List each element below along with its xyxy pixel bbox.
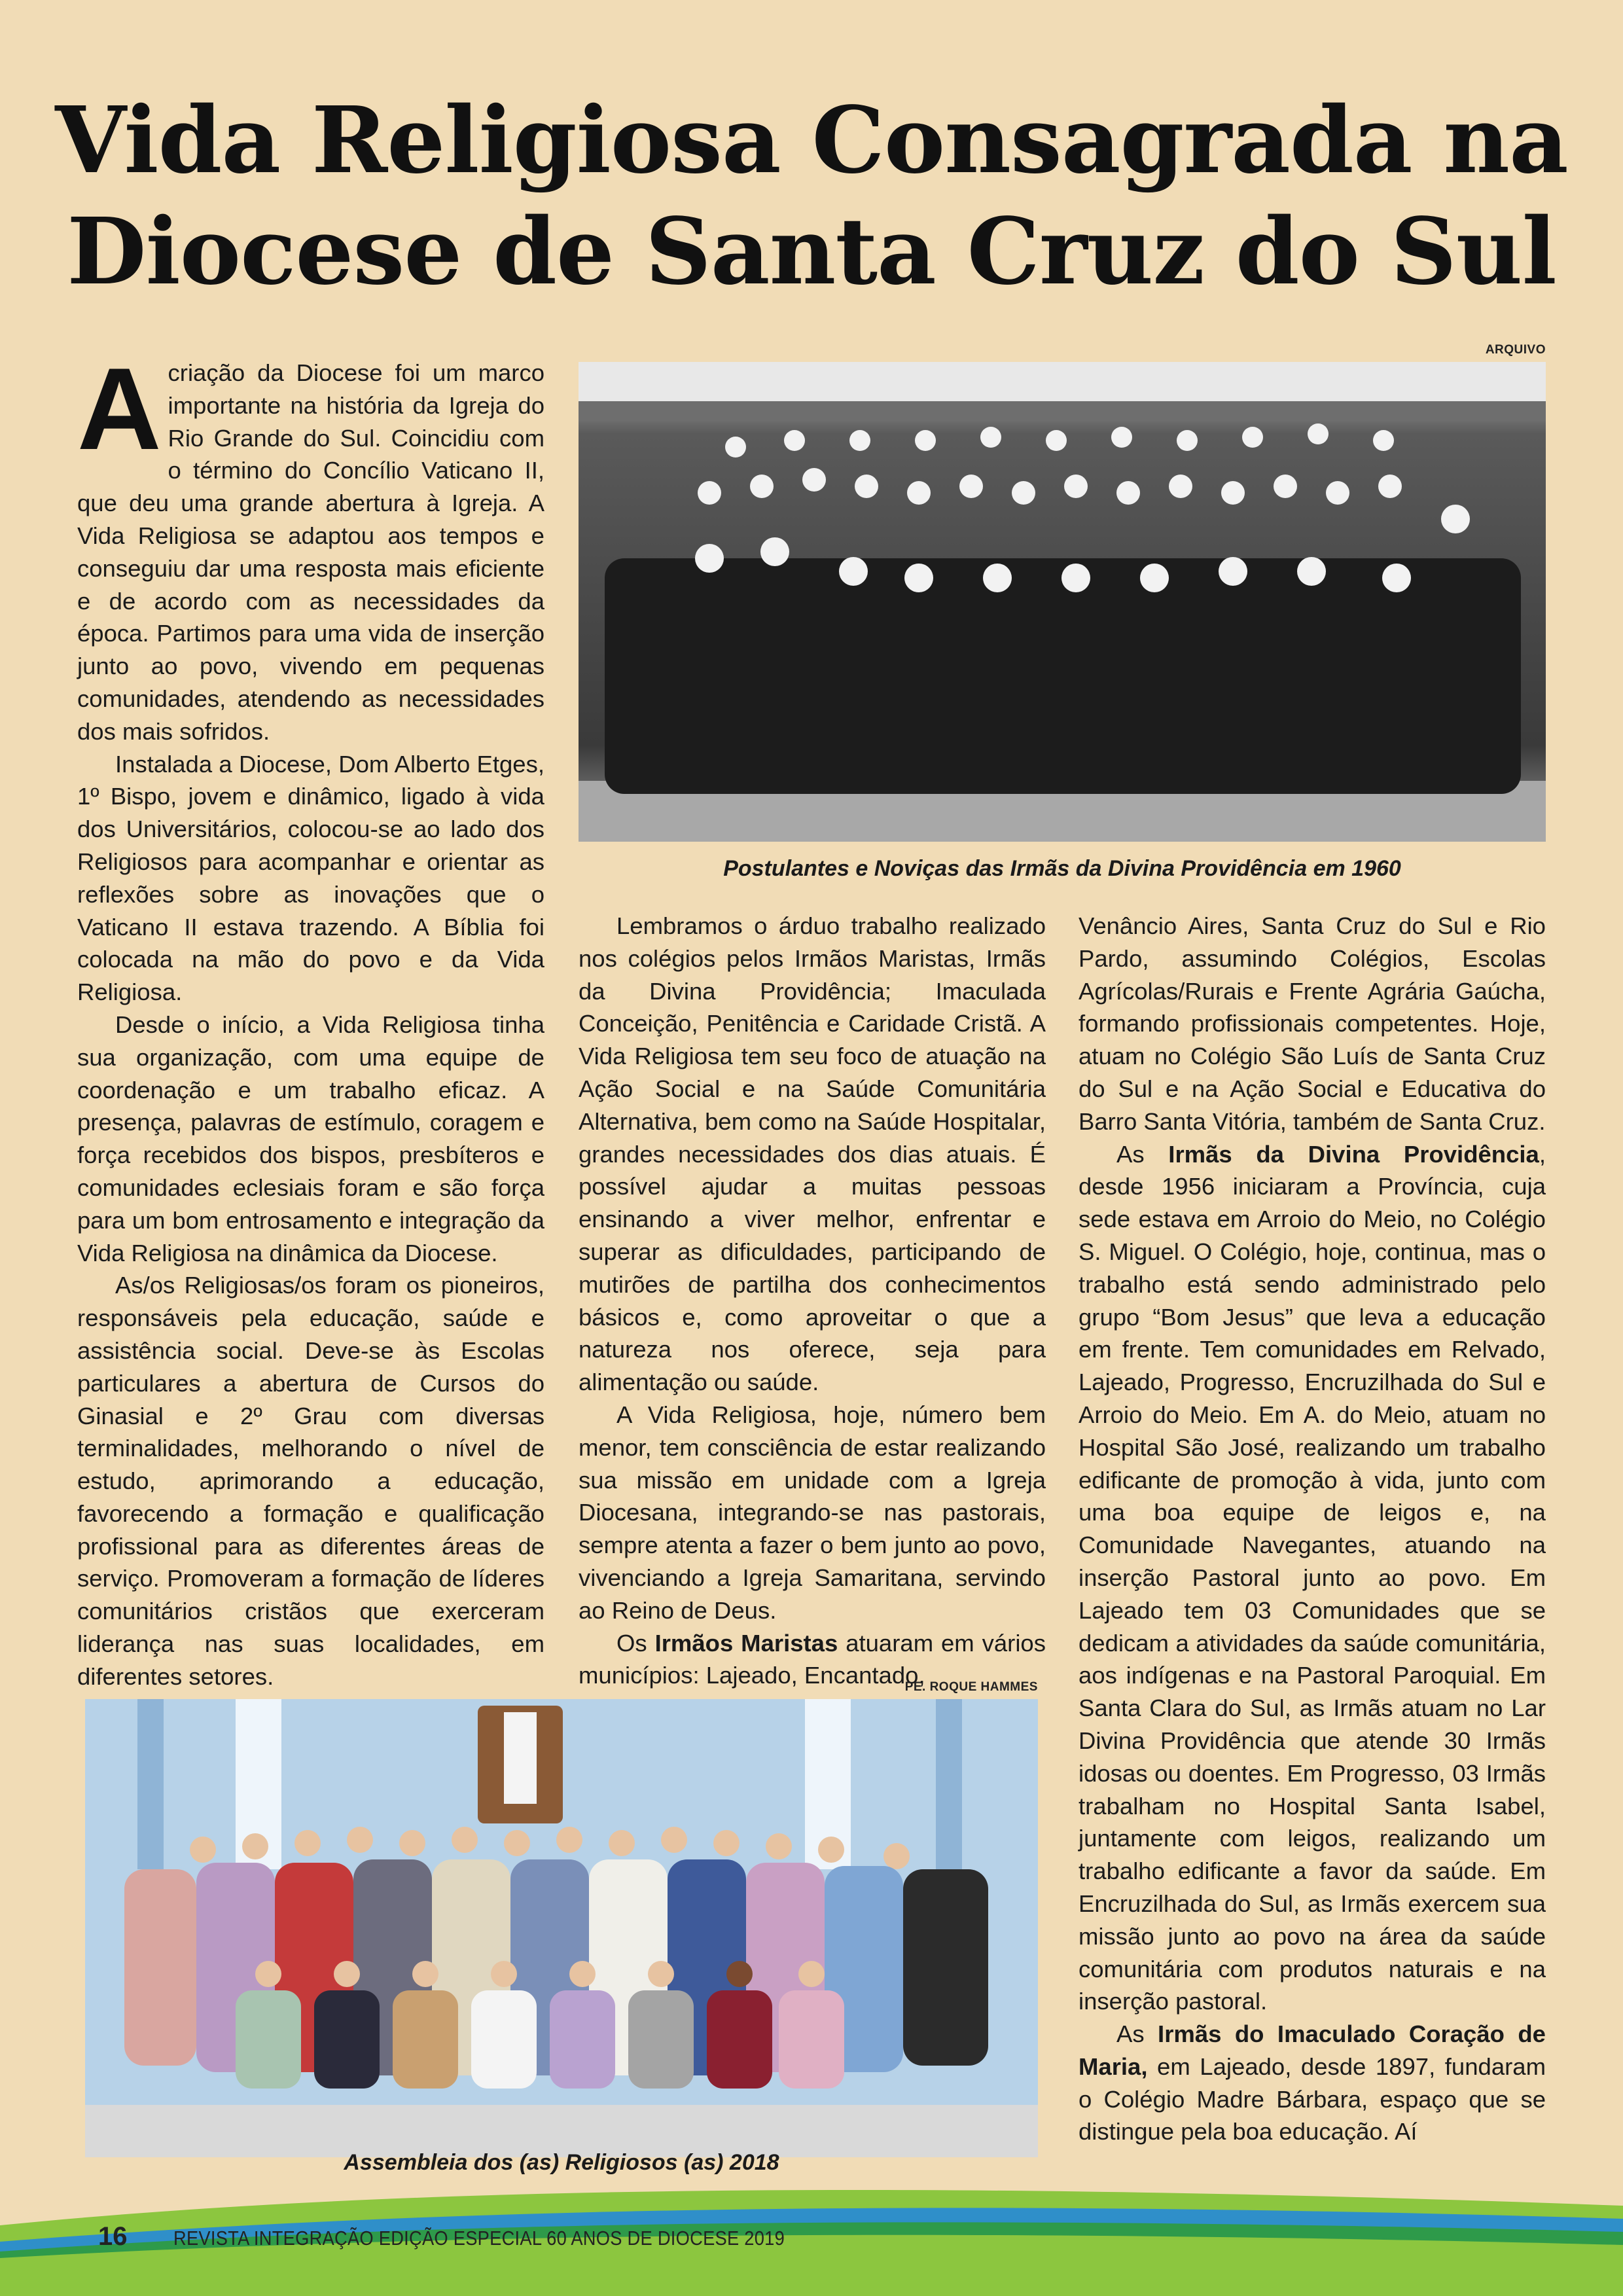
article-paragraph-5: Lembramos o árduo trabalho realizado nos colégios pelos Irmãos Maristas, Irmãs da Divina Providência; Imaculada Conceição, Penitência e Caridade Cristã. A Vida Religiosa tem seu foco de atuação na Ação Social e na Saúde Comunitária Alternativa, bem como na Saúde Hospitalar, grandes necessidades dos dias atuais. É possível ajudar a muitas pessoas ensinando a viver melhor, enfrentar e superar as dificuldades, participando de mutirões de partilha dos conhecimentos básicos e, como aproveitar o que a natureza nos oferece, seja para alimentação ou saúde. <box>579 912 1046 1396</box>
article-column-right <box>1079 910 1546 2148</box>
article-paragraph-9: As Irmãs da Divina Providência, desde 1956 iniciaram a Província, cuja sede estava em Arroio do Meio, no Colégio S. Miguel. O Colégio, hoje, continua, mas o trabalho está sendo administrado pelo grupo “Bom Jesus” que leva a educação em frente. Tem comunidades em Relvado, Lajeado, Progresso, Encruzilhada do Sul e Arroio do Meio. Em A. do Meio, atuam no Hospital São José, realizando um trabalho edificante de promoção à vida, junto com uma boa equipe de leigos e, na Comunidade Navegantes, atuando na inserção Pastoral junto ao povo. Em Lajeado tem 03 Comunidades que se dedicam a atividades da saúde comunitária, aos indígenas e na Pastoral Paroquial. Em Santa Clara do Sul, as Irmãs atuam no Lar Divina Providência que atende 30 Irmãs idosas ou doentes. Em Progresso, 03 Irmãs trabalham no Hospital Santa Isabel, juntamente com leigos, realizando um trabalho edificante a favor da saúde. Em Encruzilhada do Sul, as Irmãs exercem sua missão junto ao povo na área da saúde comunitária com produtos naturais e na inserção pastoral. <box>1079 1140 1546 2015</box>
article-paragraph-8: Venâncio Aires, Santa Cruz do Sul e Rio Pardo, assumindo Colégios, Escolas Agrícolas/Rurais e Frente Agrária Gaúcha, formando profissionais competentes. Hoje, atuam no Colégio São Luís de Santa Cruz do Sul e na Ação Social e Educativa do Barro Santa Vitória, também de Santa Cruz. <box>1079 912 1546 1135</box>
article-column-middle <box>579 910 1046 1692</box>
article-column-left <box>77 344 544 1693</box>
photo-postulants-1960 <box>579 362 1546 842</box>
bold-irmaos-maristas: Irmãos Maristas <box>654 1629 838 1657</box>
publication-name: REVISTA INTEGRAÇÃO EDIÇÃO ESPECIAL 60 ANOS DE DIOCESE 2019 <box>173 2227 785 2250</box>
photo-assembly-2018 <box>85 1699 1038 2157</box>
page-title <box>0 85 1623 308</box>
article-paragraph-4: As/os Religiosas/os foram os pioneiros, responsáveis pela educação, saúde e assistência social. Deve-se às Escolas particulares a abertura de Cursos do Ginasial e 2º Grau com diversas terminalidades, melhorando o nível de estudo, aprimorando a educação, favorecendo a formação e qualificação profissional para as diferentes áreas de serviço. Promoveram a formação de líderes comunitários cristãos que exerceram liderança nas suas localidades, em diferentes setores. <box>77 1272 544 1690</box>
article-paragraph-2: Instalada a Diocese, Dom Alberto Etges, 1º Bispo, jovem e dinâmico, ligado à vida dos Universitários, colocou-se ao lado dos Religiosos para acompanhar e orientar as reflexões sobre as inovações que o Vaticano II estava trazendo. A Bíblia foi colocada na mão do povo e da Vida Religiosa. <box>77 750 544 1006</box>
page-number: 16 <box>98 2222 128 2251</box>
article-paragraph-10: As Irmãs do Imaculado Coração de Maria, em Lajeado, desde 1897, fundaram o Colégio Madre Bárbara, espaço que se distingue pela boa educação. Aí <box>1079 2020 1546 2145</box>
article-paragraph-1: Acriação da Diocese foi um marco importante na história da Igreja do Rio Grande do Sul. Coincidiu com o término do Concílio Vaticano II, que deu uma grande abertura à Igreja. A Vida Religiosa se adaptou aos tempos e conseguiu dar uma resposta mais eficiente e de acordo com as necessidades da época. Partimos para uma vida de inserção junto ao povo, vivendo em pequenas comunidades, atendendo as necessidades dos mais sofridos. <box>77 344 544 745</box>
article-paragraph-7: Os Irmãos Maristas atuaram em vários municípios: Lajeado, Encantado, <box>579 1629 1046 1689</box>
photo2-caption: Assembleia dos (as) Religiosos (as) 2018 <box>344 2150 779 2175</box>
bold-irmas-imaculado-coracao: Irmãs do Imaculado Coração de Maria, <box>1079 2020 1546 2080</box>
photo1-credit: ARQUIVO <box>1485 343 1546 357</box>
drop-cap: A <box>77 344 162 474</box>
photo2-credit: PE. ROQUE HAMMES <box>904 1680 1038 1694</box>
article-paragraph-6: A Vida Religiosa, hoje, número bem menor, tem consciência de estar realizando sua missão em unidade com a Igreja Diocesana, integrando-se nas pastorais, sempre atenta a fazer o bem junto ao povo, vivenciando a Igreja Samaritana, servindo ao Reino de Deus. <box>579 1401 1046 1624</box>
title-line-2: Diocese de Santa Cruz do Sul <box>67 198 1556 306</box>
photo1-caption: Postulantes e Noviças das Irmãs da Divina Providência em 1960 <box>723 856 1401 881</box>
title-line-1: Vida Religiosa Consagrada na <box>55 87 1568 194</box>
bold-irmas-divina-providencia: Irmãs da Divina Providência <box>1168 1140 1539 1168</box>
article-paragraph-3: Desde o início, a Vida Religiosa tinha sua organização, com uma equipe de coordenação e um trabalho eficaz. A presença, palavras de estímulo, coragem e força recebidos dos bispos, presbíteros e comunidades eclesiais foram e são força para um bom entrosamento e integração da Vida Religiosa na dinâmica da Diocese. <box>77 1011 544 1266</box>
